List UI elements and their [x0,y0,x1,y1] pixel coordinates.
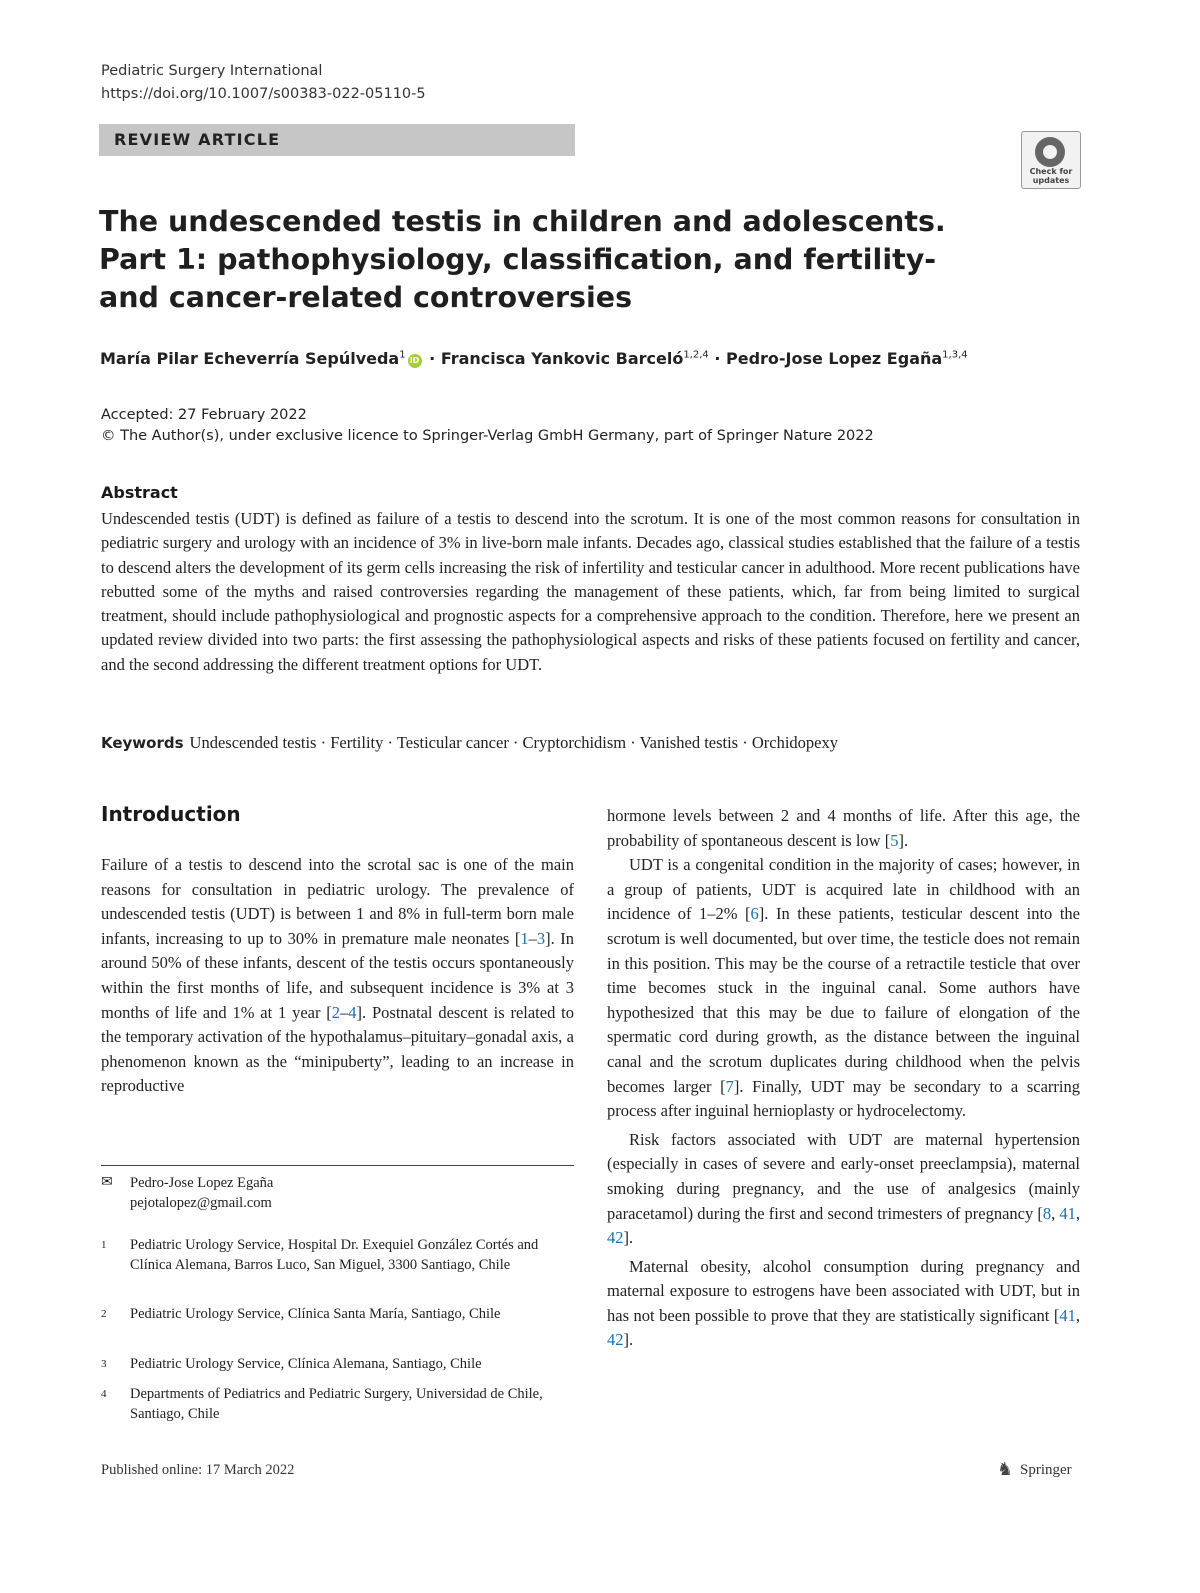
article-title: The undescended testis in children and adolescents. Part 1: pathophysiology, classification, and fertility- and cancer-related controversies [99,205,946,314]
crossmark-icon [1035,137,1065,167]
citation-link[interactable]: 7 [725,1076,734,1096]
intro-paragraph: Failure of a testis to descend into the scrotal sac is one of the main reasons for consultation in pediatric urology. The prevalence of undescended testis (UDT) is between 1 and 8% in full-term born male infants, increasing to up to 30% in premature male neonates [1–3]. In around 50% of these infants, descent of the testis occurs spontaneously within the first months of life, and subsequent incidence is 3% at 3 months of life and 1% at 1 year [2–4]. Postnatal descent is related to the temporary activation of the hypothalamus–pituitary–gonadal axis, a phenomenon known as the “minipuberty”, leading to an increase in reproductive [101,855,575,1096]
intro-paragraph: hormone levels between 2 and 4 months of life. After this age, the probability of spontaneous descent is low [5]. [607,806,1080,850]
citation-link[interactable]: 3 [536,928,546,948]
citation-link[interactable]: 8 [1042,1203,1052,1223]
affiliation-number: 1 [101,1239,107,1251]
section-heading-introduction: Introduction [101,802,241,826]
citation-link[interactable]: 42 [607,1228,624,1248]
author-affiliation: 1,2,4 [683,349,709,361]
citation-link[interactable]: 41 [1059,1203,1076,1223]
accepted-date: Accepted: 27 February 2022 [101,407,307,423]
affiliation-number: 4 [101,1388,107,1400]
affiliation-footnote [101,1304,574,1346]
author-name[interactable]: Francisca Yankovic Barceló [440,349,684,368]
author-separator: · [423,349,441,368]
intro-paragraph: UDT is a congenital condition in the majority of cases; however, in a group of patients, UDT is acquired late in childhood with an incidence of 1–2% [6]. In these patients, testicular descent into the scrotum is well documented, but over time, the testicle does not remain in this position. This may be the course of a retractile testicle that over time becomes stuck in the inguinal canal. Some authors have hypothesized that this may be due to failure of elongation of the spermatic cord during growth, as the distance between the inguinal canal and the scrotum duplicates during childhood when the pelvis becomes larger [7]. Finally, UDT may be secondary to a scarring process after inguinal hernioplasty or hydrocelectomy. [607,855,1080,1121]
author-affiliation: 1,3,4 [942,349,968,361]
springer-horse-icon: ♞ [997,1459,1014,1479]
intro-left-column [101,853,574,1099]
corresponding-author-name: Pedro-Jose Lopez Egaña [130,1175,274,1191]
publisher-name: Springer [1020,1462,1072,1478]
citation-link[interactable]: 2 [331,1002,341,1022]
journal-name: Pediatric Surgery International [101,63,323,79]
author-name[interactable]: María Pilar Echeverría Sepúlveda [100,349,400,368]
abstract-text: Undescended testis (UDT) is defined as failure of a testis to descend into the scrotum. It is one of the most common reasons for consultation in pediatric surgery and urology with an incidence of 3% in live-born male infants. Decades ago, classical studies established that the failure of a testis to descend alters the development of its germ cells increasing the risk of infertility and testicular cancer in adulthood. More recent publications have rebutted some of the myths and raised controversies regarding the management of these patients, which, far from being limited to surgical treatment, should include pathophysiological and prognostic aspects for a comprehensive approach to the condition. Therefore, here we present an updated review divided into two parts: the first assessing the pathophysiological aspects and risks of these patients focused on fertility and cancer, and the second addressing the different treatment options for UDT. [101,509,1080,674]
citation-link[interactable]: 42 [607,1330,624,1350]
article-type-label: REVIEW ARTICLE [114,130,281,149]
corresponding-author-email[interactable]: pejotalopez@gmail.com [130,1195,272,1211]
keywords-list: Undescended testis · Fertility · Testicular cancer · Cryptorchidism · Vanished testis · Orchidopexy [189,733,838,752]
affiliation-text: Departments of Pediatrics and Pediatric Surgery, Universidad de Chile, Santiago, Chile [130,1386,543,1422]
affiliation-text: Pediatric Urology Service, Clínica Alemana, Santiago, Chile [130,1356,482,1372]
affiliation-text: Pediatric Urology Service, Clínica Santa María, Santiago, Chile [130,1306,501,1322]
corresponding-author-footnote [101,1173,574,1215]
author-list [100,349,968,368]
author-separator: · [708,349,726,368]
envelope-icon: ✉ [101,1175,113,1190]
citation-link[interactable]: 41 [1059,1305,1076,1325]
footnote-divider [101,1165,574,1166]
affiliation-footnote [101,1384,574,1426]
citation-link[interactable]: 4 [348,1002,357,1022]
orcid-icon[interactable]: iD [408,354,422,368]
author-affiliation: 1 [399,349,406,361]
intro-paragraph: Risk factors associated with UDT are maternal hypertension (especially in cases of severe and early-onset preeclampsia), maternal smoking during pregnancy, and the use of analgesics (mainly paracetamol) during the first and second trimesters of pregnancy [8, 41, 42]. [607,1129,1080,1248]
citation-link[interactable]: 6 [750,904,759,924]
copyright-notice: © The Author(s), under exclusive licence to Springer-Verlag GmbH Germany, part of Springer Nature 2022 [101,428,874,444]
keywords-label: Keywords [101,734,184,752]
check-for-updates-badge[interactable] [1021,131,1081,189]
intro-right-column [607,804,1080,1353]
badge-line-2: updates [1032,176,1070,185]
intro-paragraph: Maternal obesity, alcohol consumption during pregnancy and maternal exposure to estrogens have been associated with UDT, but in has not been possible to prove that they are statistically significant [41, 42]. [607,1256,1080,1350]
affiliation-number: 3 [101,1358,107,1370]
author-name[interactable]: Pedro-Jose Lopez Egaña [725,349,943,368]
published-online-date: Published online: 17 March 2022 [101,1462,295,1478]
affiliation-footnote [101,1354,574,1376]
citation-link[interactable]: 1 [520,928,529,948]
affiliation-text: Pediatric Urology Service, Hospital Dr. Exequiel González Cortés and Clínica Alemana, Barros Luco, San Miguel, 3300 Santiago, Chile [130,1237,539,1273]
affiliation-footnote [101,1235,574,1297]
affiliation-number: 2 [101,1308,107,1320]
badge-line-1: Check for [1029,167,1073,176]
keywords [101,733,838,753]
abstract-heading: Abstract [101,483,178,502]
springer-logo[interactable] [997,1458,1081,1484]
citation-link[interactable]: 5 [890,830,899,850]
doi-link[interactable]: https://doi.org/10.1007/s00383-022-05110-5 [101,86,426,102]
